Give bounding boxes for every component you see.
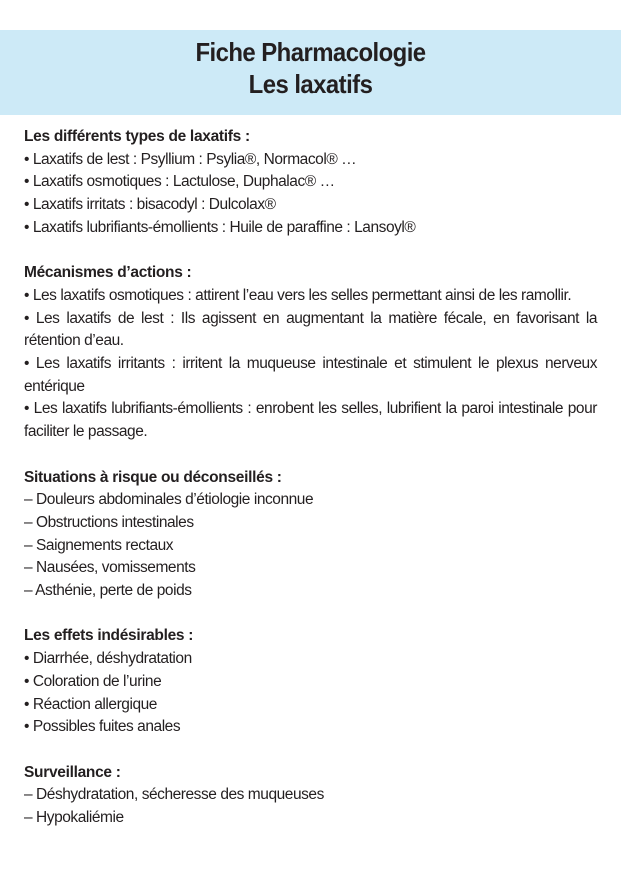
list-item: – Nausées, vomissements bbox=[24, 559, 196, 577]
list-item: – Asthénie, perte de poids bbox=[24, 582, 192, 600]
list-item: • Coloration de l’urine bbox=[24, 672, 162, 690]
section-situations-risque bbox=[24, 467, 597, 603]
list-item: • Les laxatifs lubrifiants-émollients : enrobent les selles, lubrifient la paroi intestinale pour faciliter le passage. bbox=[24, 400, 597, 441]
list-item: • Les laxatifs de lest : Ils agissent en augmentant la matière fécale, en favorisant la rétention d’eau. bbox=[24, 309, 597, 350]
section-mecanismes bbox=[24, 262, 597, 444]
section-heading: Situations à risque ou déconseillés : bbox=[24, 468, 282, 486]
list-item: – Douleurs abdominales d’étiologie inconnue bbox=[24, 491, 314, 509]
document-body bbox=[24, 126, 597, 852]
section-surveillance bbox=[24, 762, 597, 830]
list-item: • Diarrhée, déshydratation bbox=[24, 650, 192, 668]
list-item: – Hypokaliémie bbox=[24, 809, 124, 827]
list-item: • Les laxatifs osmotiques : attirent l’eau vers les selles permettant ainsi de les ramollir. bbox=[24, 286, 572, 304]
list-item: • Réaction allergique bbox=[24, 695, 157, 713]
list-item: • Les laxatifs irritants : irritent la muqueuse intestinale et stimulent le plexus nerveux entérique bbox=[24, 355, 597, 395]
page-subtitle: Les laxatifs bbox=[248, 69, 373, 99]
list-item: – Déshydratation, sécheresse des muqueuses bbox=[24, 786, 324, 804]
section-heading: Les effets indésirables : bbox=[24, 627, 194, 645]
list-item: • Possibles fuites anales bbox=[24, 718, 181, 736]
section-heading: Les différents types de laxatifs : bbox=[24, 128, 250, 145]
page-title: Fiche Pharmacologie bbox=[195, 37, 426, 67]
title-banner bbox=[0, 30, 621, 115]
section-types bbox=[24, 126, 597, 240]
list-item: – Obstructions intestinales bbox=[24, 513, 194, 531]
section-heading: Mécanismes d’actions : bbox=[24, 264, 192, 282]
list-item: • Laxatifs osmotiques : Lactulose, Duphalac® … bbox=[24, 173, 335, 191]
list-item: • Laxatifs irritats : bisacodyl : Dulcolax® bbox=[24, 196, 276, 214]
list-item: – Saignements rectaux bbox=[24, 536, 174, 554]
section-effets-indesirables bbox=[24, 625, 597, 739]
section-heading: Surveillance : bbox=[24, 763, 121, 781]
list-item: • Laxatifs de lest : Psyllium : Psylia®, Normacol® … bbox=[24, 150, 357, 168]
list-item: • Laxatifs lubrifiants-émollients : Huile de paraffine : Lansoyl® bbox=[24, 218, 416, 236]
